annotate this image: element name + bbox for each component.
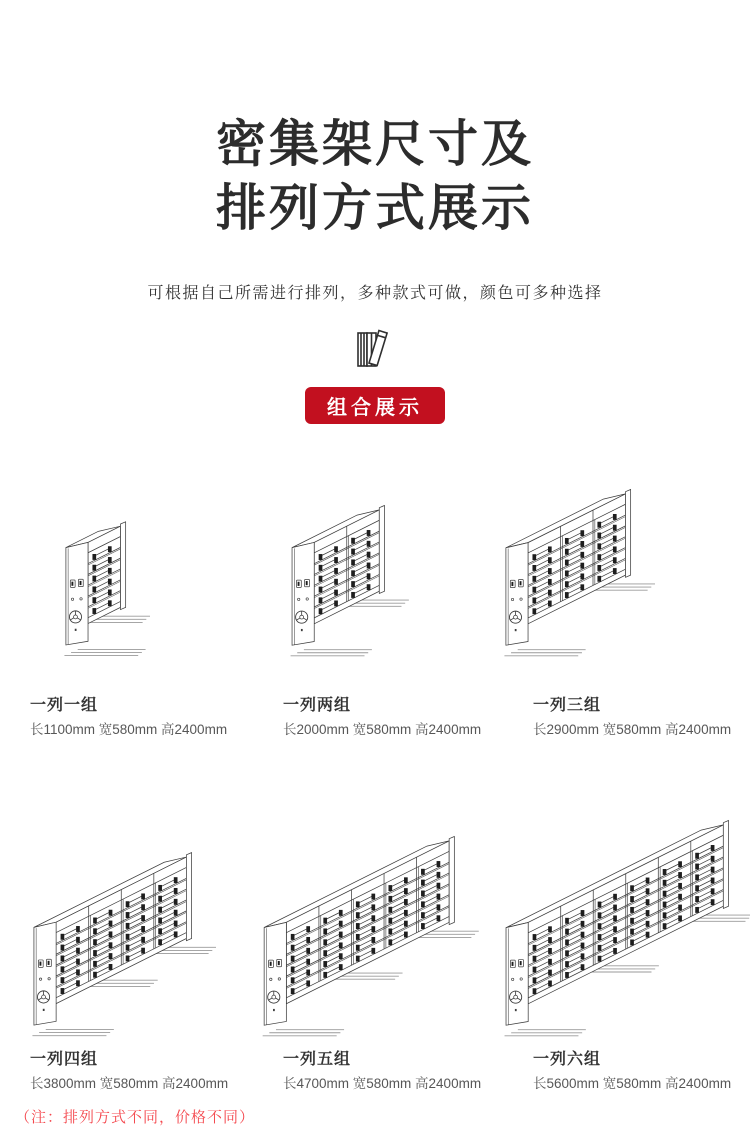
product-dimensions: 长1100mm 宽580mm 高2400mm (30, 722, 228, 737)
product-name: 一列两组 (283, 697, 352, 714)
product-name: 一列一组 (30, 697, 99, 714)
shelving-illustration (500, 819, 750, 1040)
product-dimensions: 长3800mm 宽580mm 高2400mm (30, 1076, 229, 1091)
shelving-illustration (286, 504, 409, 660)
product-name: 一列三组 (533, 697, 602, 714)
page-title-line2: 排列方式展示 (216, 180, 534, 236)
shelving-illustration (500, 488, 655, 660)
product-dimensions: 长5600mm 宽580mm 高2400mm (533, 1076, 732, 1091)
shelving-illustration (60, 520, 150, 660)
price-note: （注：排列方式不同，价格不同） (15, 1109, 256, 1126)
product-name: 一列五组 (283, 1051, 352, 1068)
product-dimensions: 长4700mm 宽580mm 高2400mm (283, 1076, 482, 1091)
page-title-line1: 密集架尺寸及 (216, 116, 534, 172)
product-card-5 (250, 780, 500, 1110)
product-dimensions: 长2000mm 宽580mm 高2400mm (283, 722, 482, 737)
page-title (0, 112, 750, 240)
group-display-badge: 组合展示 (305, 387, 445, 424)
books-icon (0, 326, 750, 379)
product-dimensions: 长2900mm 宽580mm 高2400mm (533, 722, 732, 737)
shelving-illustration (258, 835, 479, 1040)
product-card-2 (250, 446, 500, 746)
product-card-3 (500, 446, 750, 746)
product-name: 一列四组 (30, 1051, 99, 1068)
page-subtitle: 可根据自己所需进行排列，多种款式可做，颜色可多种选择 (147, 285, 603, 302)
product-name: 一列六组 (533, 1051, 602, 1068)
product-card-4 (0, 780, 250, 1110)
product-card-6 (500, 780, 750, 1110)
shelving-illustration (28, 851, 216, 1040)
product-card-1 (0, 446, 250, 746)
